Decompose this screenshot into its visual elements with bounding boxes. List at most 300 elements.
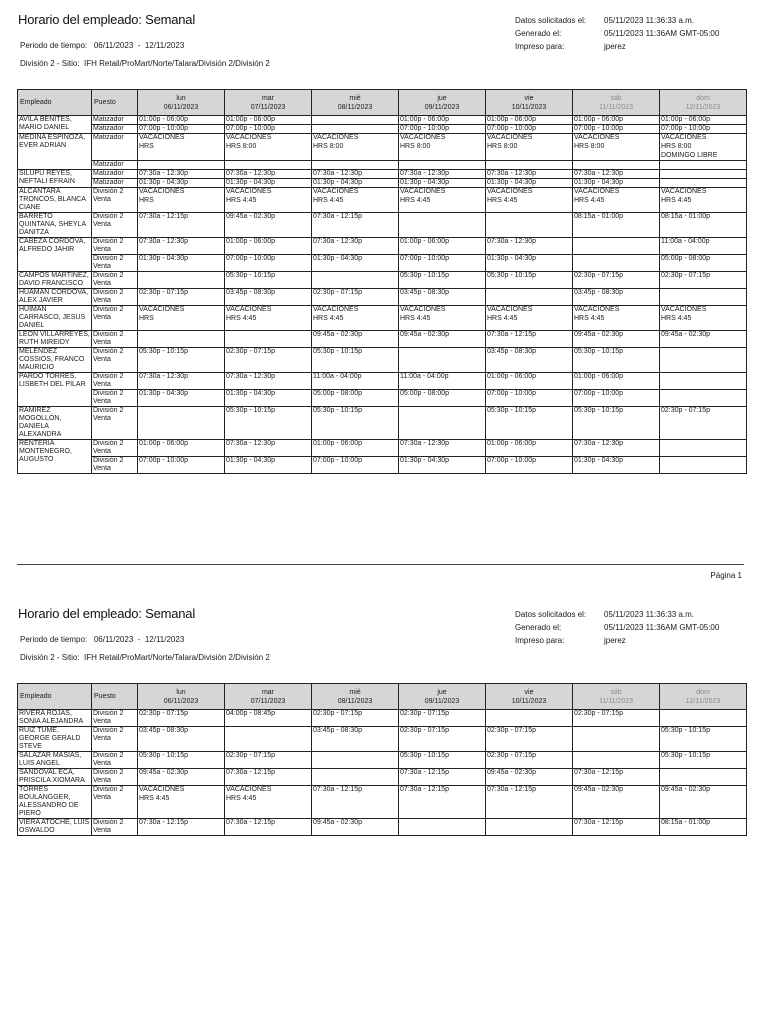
shift-cell [225, 255, 312, 272]
shift-cell [573, 457, 660, 474]
shift-text: 01:30p - 04:30p [226, 179, 276, 186]
meta-value: 05/11/2023 11:36:33 a.m. [604, 16, 694, 25]
shift-cell [312, 819, 399, 836]
shift-text: 01:00p - 06:00p [487, 440, 537, 447]
meta-value: jperez [604, 636, 626, 645]
shift-cell [138, 238, 225, 255]
table-row [18, 179, 747, 188]
schedule-table [17, 683, 747, 836]
shift-text: 05:00p - 08:00p [400, 390, 450, 397]
table-row [18, 786, 747, 819]
shift-cell [486, 727, 573, 752]
page-separator [17, 564, 744, 565]
shift-text: 11:00a - 04:00p [400, 373, 449, 380]
employee-name: HUAMAN CORDOVA, ALEX JAVIER [18, 289, 92, 306]
shift-text: HRS 8:00 [313, 143, 344, 150]
meta-row [515, 14, 719, 27]
position-cell: División 2 Venta [92, 727, 138, 752]
shift-cell [399, 407, 486, 440]
period-value: 06/11/2023 - 12/11/2023 [93, 635, 185, 644]
shift-cell [573, 272, 660, 289]
shift-cell [399, 125, 486, 134]
shift-text: 03:45p - 08:30p [400, 289, 450, 296]
shift-cell [312, 213, 399, 238]
shift-text: 01:00p - 06:00p [226, 238, 276, 245]
shift-cell [660, 457, 747, 474]
shift-text: 09:45a - 02:30p [661, 331, 711, 338]
meta-row [515, 608, 719, 621]
shift-cell [486, 272, 573, 289]
shift-cell [312, 440, 399, 457]
day-date: 07/11/2023 [250, 103, 286, 111]
shift-cell [312, 786, 399, 819]
shift-cell [225, 440, 312, 457]
table-row [18, 331, 747, 348]
shift-cell [312, 769, 399, 786]
shift-text: 09:45a - 02:30p [226, 213, 276, 220]
shift-cell [573, 727, 660, 752]
table-row [18, 710, 747, 727]
shift-text: HRS 8:00 [400, 143, 431, 150]
shift-text: 02:30p - 07:15p [400, 727, 450, 734]
shift-cell [660, 255, 747, 272]
shift-cell [312, 457, 399, 474]
shift-text: 01:30p - 04:30p [400, 457, 450, 464]
shift-text: HRS 8:00 [661, 143, 692, 150]
day-name: jue [437, 94, 447, 102]
position-cell: División 2 Venta [92, 213, 138, 238]
shift-cell [573, 179, 660, 188]
col-header-day [573, 684, 660, 710]
shift-cell [138, 348, 225, 373]
col-header-day [660, 90, 747, 116]
shift-text: 07:00p - 10:00p [487, 390, 537, 397]
meta-label: Impreso para: [515, 42, 565, 51]
table-row [18, 161, 747, 170]
shift-cell [486, 390, 573, 407]
period-value: 06/11/2023 - 12/11/2023 [93, 41, 185, 50]
shift-text: 03:45p - 08:30p [139, 727, 189, 734]
table-row [18, 238, 747, 255]
shift-text: 07:30a - 12:30p [574, 440, 624, 447]
shift-text: 07:30a - 12:30p [400, 170, 450, 177]
position-cell: División 2 Venta [92, 786, 138, 819]
shift-cell [399, 161, 486, 170]
shift-cell [399, 769, 486, 786]
shift-cell [138, 272, 225, 289]
shift-cell [399, 348, 486, 373]
shift-cell [225, 786, 312, 819]
employee-name: ALCANTARA TRONCOS, BLANCA CIANE [18, 188, 92, 213]
shift-text: 07:30a - 12:30p [226, 440, 276, 447]
col-header-day [312, 90, 399, 116]
shift-text: 07:30a - 12:15p [400, 769, 450, 776]
shift-text: 08:15a - 01:00p [574, 213, 624, 220]
shift-text: 01:30p - 04:30p [400, 179, 450, 186]
shift-cell [660, 170, 747, 179]
shift-text: 07:30a - 12:30p [400, 440, 450, 447]
meta-value: 05/11/2023 11:36AM GMT-05:00 [604, 29, 720, 38]
shift-text: 07:30a - 12:15p [313, 786, 363, 793]
shift-text: 05:30p - 10:15p [400, 752, 450, 759]
shift-text: 07:30a - 12:30p [226, 373, 276, 380]
shift-cell [573, 440, 660, 457]
shift-cell [225, 116, 312, 125]
employee-name: CABEZA CORDOVA, ALFREDO JAHIR [18, 238, 92, 272]
table-row [18, 116, 747, 125]
shift-cell [399, 752, 486, 769]
meta-label: Generado el: [515, 29, 562, 38]
shift-text: VACACIONES [313, 306, 359, 313]
shift-text: 01:30p - 04:30p [226, 390, 276, 397]
shift-cell [312, 331, 399, 348]
shift-cell [486, 170, 573, 179]
col-header-day [486, 90, 573, 116]
shift-text: 01:00p - 06:00p [574, 116, 624, 123]
shift-cell [660, 331, 747, 348]
position-cell: División 2 Venta [92, 238, 138, 255]
shift-text: 02:30p - 07:15p [139, 289, 189, 296]
shift-text: VACACIONES [226, 134, 272, 141]
shift-text: 07:00p - 10:00p [487, 125, 537, 132]
shift-text: 07:00p - 10:00p [661, 125, 711, 132]
day-name: lun [176, 688, 186, 696]
shift-cell [312, 161, 399, 170]
shift-text: 08:15a - 01:00p [661, 213, 711, 220]
shift-text: 02:30p - 07:15p [487, 752, 537, 759]
shift-cell [138, 727, 225, 752]
shift-cell [312, 255, 399, 272]
shift-cell [138, 710, 225, 727]
shift-cell [138, 125, 225, 134]
shift-text: 07:30a - 12:15p [313, 213, 363, 220]
shift-text: 05:30p - 10:15p [574, 348, 624, 355]
shift-text: 07:00p - 10:00p [226, 255, 276, 262]
shift-cell [486, 188, 573, 213]
shift-cell [138, 289, 225, 306]
shift-text: VACACIONES [313, 188, 359, 195]
shift-text: 07:00p - 10:00p [226, 125, 276, 132]
shift-text: 02:30p - 07:15p [574, 272, 624, 279]
day-name: mar [261, 94, 275, 102]
shift-text: 02:30p - 07:15p [313, 289, 363, 296]
shift-cell [138, 255, 225, 272]
shift-text: 05:30p - 10:15p [661, 752, 711, 759]
meta-label: Generado el: [515, 623, 562, 632]
shift-text: 01:00p - 06:00p [574, 373, 624, 380]
shift-text: HRS 4:45 [487, 197, 518, 204]
shift-cell [573, 769, 660, 786]
shift-cell [225, 769, 312, 786]
shift-cell [399, 179, 486, 188]
shift-text: 07:00p - 10:00p [400, 125, 450, 132]
report-title: Horario del empleado: Semanal [18, 606, 196, 621]
shift-cell [573, 125, 660, 134]
shift-text: 05:00p - 08:00p [313, 390, 363, 397]
shift-cell [486, 752, 573, 769]
employee-name: TORRES BOULANGGER, ALESSANDRO DE PIERO [18, 786, 92, 819]
shift-text: 07:00p - 10:00p [574, 125, 624, 132]
col-header-day [573, 90, 660, 116]
day-name: dom [696, 688, 710, 696]
day-date: 07/11/2023 [250, 697, 286, 705]
shift-cell [225, 170, 312, 179]
shift-cell [225, 188, 312, 213]
shift-cell [225, 457, 312, 474]
position-cell: División 2 Venta [92, 373, 138, 390]
shift-text: HRS [139, 143, 154, 150]
position-cell: División 2 Venta [92, 331, 138, 348]
shift-cell [399, 710, 486, 727]
day-name: mié [349, 94, 361, 102]
meta-label: Impreso para: [515, 636, 565, 645]
shift-cell [486, 348, 573, 373]
report-meta [515, 608, 719, 647]
day-name: vie [524, 688, 534, 696]
shift-cell [399, 116, 486, 125]
shift-text: 01:30p - 04:30p [139, 179, 189, 186]
employee-name: RIVERA ROJAS, SONIA ALEJANDRA [18, 710, 92, 727]
shift-text: 01:30p - 04:30p [487, 179, 537, 186]
day-name: jue [437, 688, 447, 696]
day-date: 06/11/2023 [163, 697, 199, 705]
col-header-day [225, 684, 312, 710]
shift-text: HRS 8:00 [574, 143, 605, 150]
shift-cell [312, 752, 399, 769]
shift-text: HRS 4:45 [661, 197, 692, 204]
shift-text: VACACIONES [574, 188, 620, 195]
shift-text: 07:30a - 12:15p [226, 769, 276, 776]
table-row [18, 188, 747, 213]
shift-cell [399, 289, 486, 306]
shift-text: 07:30a - 12:30p [313, 238, 363, 245]
shift-text: 01:00p - 06:00p [400, 238, 450, 245]
position-cell: División 2 Venta [92, 272, 138, 289]
shift-cell [573, 373, 660, 390]
shift-cell [486, 116, 573, 125]
position-cell: Matizador [92, 179, 138, 188]
shift-cell [138, 331, 225, 348]
position-cell: División 2 Venta [92, 289, 138, 306]
shift-text: HRS 4:45 [226, 315, 257, 322]
shift-cell [660, 116, 747, 125]
shift-text: 03:45p - 08:30p [313, 727, 363, 734]
shift-text: 11:00a - 04:00p [661, 238, 710, 245]
shift-cell [486, 213, 573, 238]
shift-text: 07:00p - 10:00p [400, 255, 450, 262]
day-date: 12/11/2023 [685, 697, 721, 705]
shift-cell [573, 161, 660, 170]
shift-cell [399, 786, 486, 819]
shift-text: VACACIONES [139, 134, 185, 141]
shift-text: 07:30a - 12:15p [400, 786, 450, 793]
employee-name: SANDOVAL ECA, PRISCILA XIOMARA [18, 769, 92, 786]
col-header-day [399, 90, 486, 116]
shift-cell [138, 786, 225, 819]
shift-cell [312, 710, 399, 727]
shift-cell [312, 348, 399, 373]
shift-cell [486, 373, 573, 390]
shift-text: 07:00p - 10:00p [574, 390, 624, 397]
shift-text: 07:30a - 12:15p [226, 819, 276, 826]
shift-text: 09:45a - 02:30p [139, 769, 189, 776]
day-date: 11/11/2023 [599, 103, 633, 111]
shift-text: 01:30p - 04:30p [139, 255, 189, 262]
shift-cell [312, 373, 399, 390]
shift-text: 05:30p - 10:15p [661, 727, 711, 734]
shift-text: 02:30p - 07:15p [226, 348, 276, 355]
shift-cell [660, 752, 747, 769]
shift-text: 05:30p - 10:15p [226, 272, 276, 279]
day-name: sáb [610, 94, 622, 102]
shift-cell [660, 213, 747, 238]
col-header-day [399, 684, 486, 710]
shift-cell [138, 161, 225, 170]
shift-cell [138, 373, 225, 390]
shift-cell [660, 710, 747, 727]
shift-text: HRS 4:45 [226, 795, 257, 802]
shift-cell [486, 255, 573, 272]
page-number: Página 1 [710, 571, 742, 580]
shift-cell [660, 786, 747, 819]
shift-text: HRS 4:45 [574, 315, 605, 322]
shift-cell [399, 170, 486, 179]
header-row [18, 684, 747, 710]
meta-value: 05/11/2023 11:36:33 a.m. [604, 610, 694, 619]
shift-cell [138, 769, 225, 786]
shift-text: 07:00p - 10:00p [313, 457, 363, 464]
shift-text: 05:30p - 10:15p [313, 407, 363, 414]
position-cell: Matizador [92, 161, 138, 170]
shift-cell [660, 289, 747, 306]
shift-text: VACACIONES [139, 786, 185, 793]
period-line [20, 41, 184, 50]
shift-text: 09:45a - 02:30p [313, 819, 363, 826]
shift-text: 07:00p - 10:00p [139, 457, 189, 464]
period-label: Periodo de tiempo: [20, 635, 88, 644]
employee-name: MEDINA ESPINOZA, EVER ADRIAN [18, 134, 92, 170]
shift-cell [486, 238, 573, 255]
shift-cell [660, 769, 747, 786]
shift-text: 07:30a - 12:30p [487, 238, 537, 245]
shift-cell [138, 457, 225, 474]
position-cell: División 2 Venta [92, 769, 138, 786]
table-row [18, 769, 747, 786]
shift-cell [573, 752, 660, 769]
shift-cell [660, 407, 747, 440]
shift-cell [573, 819, 660, 836]
table-row [18, 819, 747, 836]
division-site: División 2 - Sitio: IFH Retail/ProMart/Norte/Talara/División 2/División 2 [20, 59, 270, 68]
shift-cell [138, 179, 225, 188]
employee-name: CAMPOS MARTINEZ, DAVID FRANCISCO [18, 272, 92, 289]
day-date: 10/11/2023 [511, 697, 547, 705]
shift-text: 02:30p - 07:15p [139, 710, 189, 717]
schedule-table [17, 89, 747, 474]
table-row [18, 407, 747, 440]
shift-cell [486, 161, 573, 170]
shift-text: 04:00p - 08:45p [226, 710, 276, 717]
day-name: mié [349, 688, 361, 696]
employee-name: PARDO TORRES, LISBETH DEL PILAR [18, 373, 92, 407]
shift-cell [312, 170, 399, 179]
col-header-day [138, 90, 225, 116]
meta-value: 05/11/2023 11:36AM GMT-05:00 [604, 623, 720, 632]
shift-text: VACACIONES [487, 306, 533, 313]
shift-text: 09:45a - 02:30p [574, 331, 624, 338]
shift-text: 01:00p - 06:00p [487, 373, 537, 380]
report-title: Horario del empleado: Semanal [18, 12, 196, 27]
position-cell: División 2 Venta [92, 457, 138, 474]
shift-text: VACACIONES [226, 188, 272, 195]
shift-text: 07:30a - 12:30p [226, 170, 276, 177]
table-row [18, 440, 747, 457]
shift-cell [312, 390, 399, 407]
shift-text: 07:30a - 12:15p [139, 819, 189, 826]
shift-text: VACACIONES [226, 306, 272, 313]
shift-text: 05:30p - 10:15p [139, 348, 189, 355]
shift-text: 07:00p - 10:00p [487, 457, 537, 464]
shift-cell [312, 727, 399, 752]
shift-text: HRS [139, 197, 154, 204]
shift-cell [486, 125, 573, 134]
shift-text: HRS 4:45 [487, 315, 518, 322]
table-row [18, 213, 747, 238]
table-row [18, 125, 747, 134]
shift-text: 01:00p - 06:00p [139, 116, 189, 123]
shift-cell [225, 161, 312, 170]
position-cell: División 2 Venta [92, 407, 138, 440]
shift-text: 01:30p - 04:30p [574, 457, 624, 464]
shift-text: 07:30a - 12:15p [487, 331, 537, 338]
shift-cell [573, 306, 660, 331]
shift-cell [399, 373, 486, 390]
shift-cell [399, 238, 486, 255]
shift-text: 09:45a - 02:30p [313, 331, 363, 338]
position-cell: División 2 Venta [92, 188, 138, 213]
table-row [18, 373, 747, 390]
shift-text: HRS 4:45 [400, 315, 431, 322]
shift-cell [138, 752, 225, 769]
shift-text: 07:30a - 12:15p [487, 786, 537, 793]
day-name: lun [176, 94, 186, 102]
shift-cell [486, 457, 573, 474]
col-header-day [225, 90, 312, 116]
shift-cell [138, 306, 225, 331]
employee-name: SILUPU REYES, NEFTALI EFRAIN [18, 170, 92, 188]
day-date: 09/11/2023 [424, 697, 460, 705]
table-row [18, 752, 747, 769]
employee-name: SALAZAR MASIAS, LUIS ANGEL [18, 752, 92, 769]
employee-name: RENTERIA MONTENEGRO, AUGUSTO [18, 440, 92, 474]
shift-cell [660, 727, 747, 752]
position-cell: División 2 Venta [92, 819, 138, 836]
day-date: 10/11/2023 [511, 103, 547, 111]
table-row [18, 289, 747, 306]
position-cell: Matizador [92, 170, 138, 179]
shift-cell [486, 179, 573, 188]
shift-text: 05:30p - 10:15p [313, 348, 363, 355]
shift-cell [225, 348, 312, 373]
shift-text: VACACIONES [487, 134, 533, 141]
col-header-day [486, 684, 573, 710]
shift-text: HRS 4:45 [400, 197, 431, 204]
shift-cell [486, 331, 573, 348]
shift-text: 11:00a - 04:00p [313, 373, 362, 380]
shift-text: 05:30p - 10:15p [487, 272, 537, 279]
shift-cell [660, 125, 747, 134]
table-row [18, 727, 747, 752]
